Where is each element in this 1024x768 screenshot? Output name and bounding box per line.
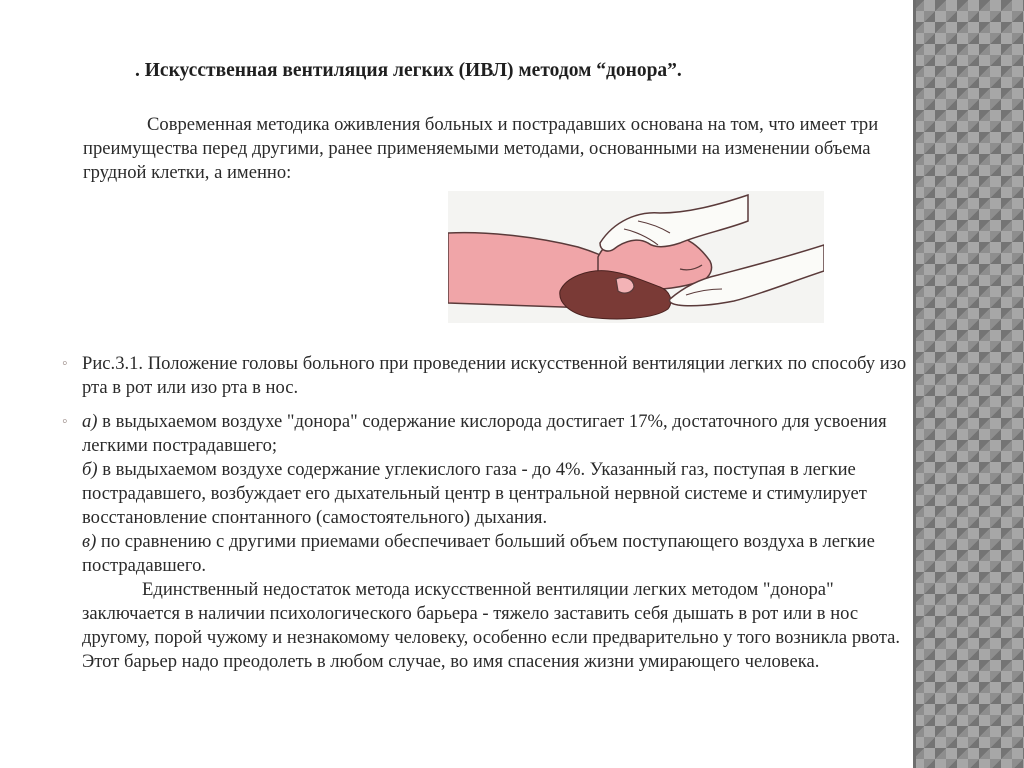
figure-caption-item [62,352,924,400]
closing-paragraph [82,578,924,674]
advantage-letter: б) [82,459,98,480]
bullet-icon: ◦ [62,355,68,372]
advantage-text: по сравнению с другими приемами обеспечивает больший объем поступающего воздуха в легкие пострадавшего. [82,531,875,576]
advantages-list [82,410,924,674]
advantage-letter: в) [82,531,97,552]
advantage-b [82,458,924,530]
advantages-item [62,410,924,674]
advantage-a [82,410,924,458]
advantage-text: в выдыхаемом воздухе содержание углекислого газа - до 4%. Указанный газ, поступая в легкие пострадавшего, возбуждает его дыхательный центр в центральной нервной системе и стимулирует восстановление спонтанного (самостоятельного) дыхания. [82,459,867,528]
advantage-c [82,530,924,578]
figure-caption: Рис.3.1. Положение головы больного при проведении искусственной вентиляции легких по способу изо рта в рот или изо рта в нос. [82,353,907,398]
advantage-letter: а) [82,411,98,432]
closing-text: Единственный недостаток метода искусственной вентиляции легких методом "донора" заключается в наличии психологического барьера - тяжело заставить себя дышать в рот или в нос другому, порой чужому и незнакомому человеку, особенно если предварительно у того возникла рвота. Этот барьер надо преодолеть в любом случае, во имя спасения жизни умирающего человека. [82,579,901,672]
head-tilt-drawing [448,191,824,323]
upper-hand [600,195,748,251]
intro-text: Современная методика оживления больных и пострадавших основана на том, что имеет три преимущества перед другими, ранее применяемыми методами, основанными на изменении объема грудной клетки, а именно: [83,114,879,183]
intro-paragraph [83,113,925,185]
patient-ear [616,277,634,293]
head-tilt-illustration [448,191,824,323]
decorative-side-pattern [913,0,1024,768]
slide-title: . Искусственная вентиляция легких (ИВЛ) методом “донора”. [135,60,682,81]
bullet-icon: ◦ [62,413,68,430]
advantage-text: в выдыхаемом воздухе "донора" содержание кислорода достигает 17%, достаточного для усвоения легкими пострадавшего; [82,411,887,456]
